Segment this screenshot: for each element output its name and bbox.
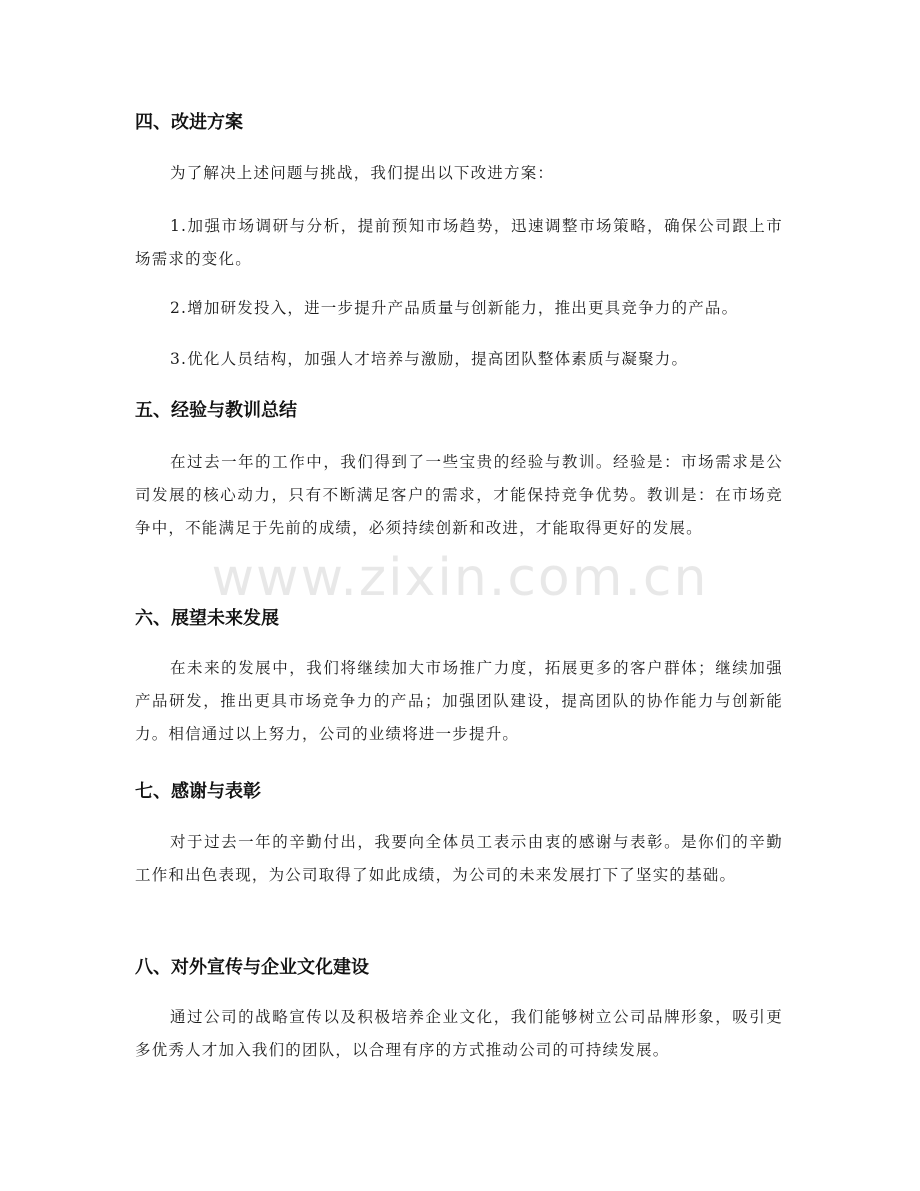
section-heading-lessons: 五、经验与教训总结 [135,400,297,421]
section-heading-culture: 八、对外宣传与企业文化建设 [135,957,369,978]
section-heading-improvement-plan: 四、改进方案 [135,112,243,133]
paragraph-improvement-item-3: 3.优化人员结构，加强人才培养与激励，提高团队整体素质与凝聚力。 [170,350,689,368]
paragraph-lessons: 在过去一年的工作中，我们得到了一些宝贵的经验与教训。经验是：市场需求是公司发展的核心动力，只有不断满足客户的需求，才能保持竞争优势。教训是：在市场竞争中，不能满足于先前的成绩，必须持续创新和改进，才能取得更好的发展。 [135,453,783,537]
section-heading-thanks: 七、感谢与表彰 [135,781,261,802]
section-heading-outlook: 六、展望未来发展 [135,608,279,629]
paragraph-culture: 通过公司的战略宣传以及积极培养企业文化，我们能够树立公司品牌形象，吸引更多优秀人才加入我们的团队，以合理有序的方式推动公司的可持续发展。 [135,1008,783,1059]
watermark: www.zixin.com.cn [211,548,709,608]
paragraph-improvement-item-1: 1.加强市场调研与分析，提前预知市场趋势，迅速调整市场策略，确保公司跟上市场需求的变化。 [135,217,783,268]
paragraph-improvement-item-2: 2.增加研发投入，进一步提升产品质量与创新能力，推出更具竞争力的产品。 [170,299,739,317]
paragraph-thanks: 对于过去一年的辛勤付出，我要向全体员工表示由衷的感谢与表彰。是你们的辛勤工作和出色表现，为公司取得了如此成绩，为公司的未来发展打下了坚实的基础。 [135,833,783,884]
paragraph-improvement-intro: 为了解决上述问题与挑战，我们提出以下改进方案： [170,164,555,182]
paragraph-outlook: 在未来的发展中，我们将继续加大市场推广力度，拓展更多的客户群体；继续加强产品研发，推出更具市场竞争力的产品；加强团队建设，提高团队的协作能力与创新能力。相信通过以上努力，公司的业绩将进一步提升。 [135,659,783,743]
